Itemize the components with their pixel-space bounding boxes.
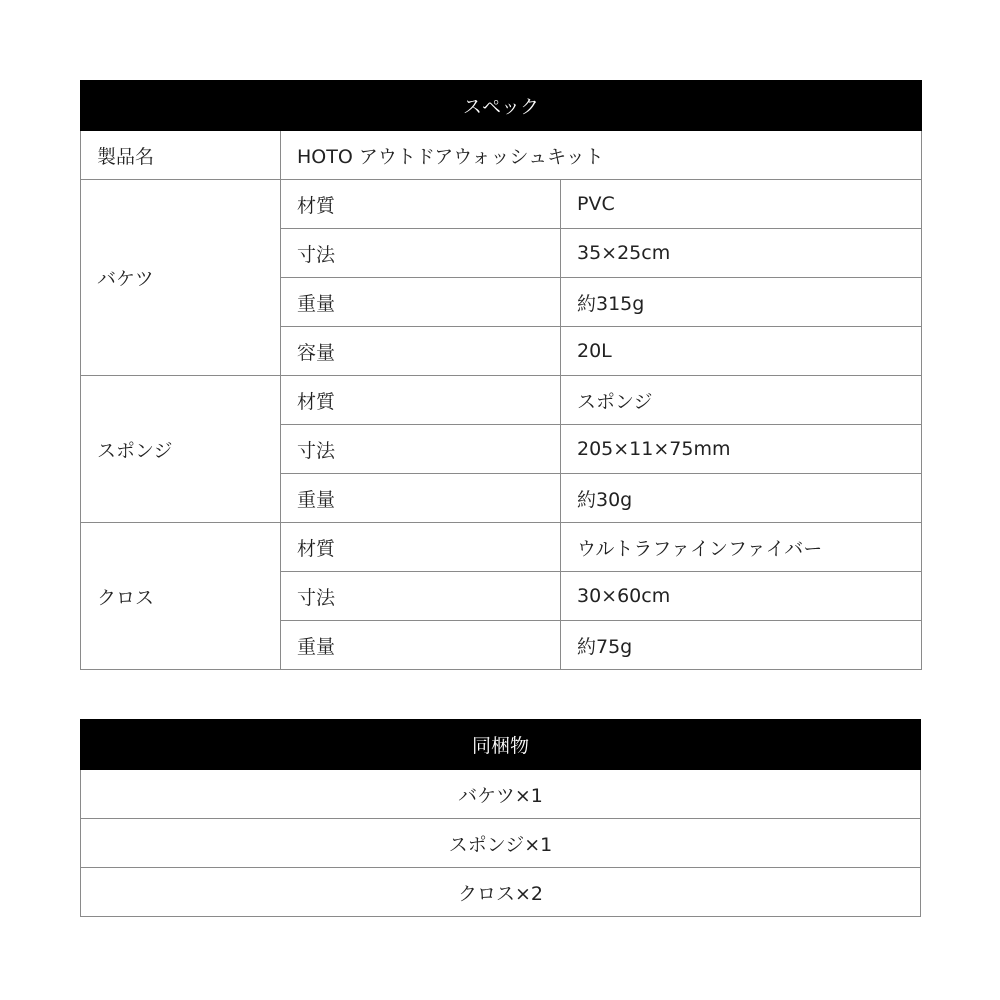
attr-value: ウルトラファインファイバー xyxy=(561,523,922,572)
attr-label: 寸法 xyxy=(281,229,561,278)
attr-label: 材質 xyxy=(281,180,561,229)
attr-value: 20L xyxy=(561,327,922,376)
product-label: 製品名 xyxy=(81,131,281,180)
attr-label: 重量 xyxy=(281,621,561,670)
table-row xyxy=(81,868,921,917)
contents-title: 同梱物 xyxy=(81,720,921,770)
contents-table xyxy=(80,719,921,917)
table-row xyxy=(81,180,922,229)
group-name-cloth: クロス xyxy=(81,523,281,670)
spec-table xyxy=(80,80,922,670)
attr-value: 35×25cm xyxy=(561,229,922,278)
table-row xyxy=(81,819,921,868)
attr-value: 約75g xyxy=(561,621,922,670)
attr-label: 容量 xyxy=(281,327,561,376)
attr-value: 約30g xyxy=(561,474,922,523)
table-row xyxy=(81,523,922,572)
attr-label: 材質 xyxy=(281,376,561,425)
contents-header-row xyxy=(81,720,921,770)
contents-item: クロス×2 xyxy=(81,868,921,917)
attr-label: 寸法 xyxy=(281,425,561,474)
attr-value: 205×11×75mm xyxy=(561,425,922,474)
group-name-sponge: スポンジ xyxy=(81,376,281,523)
product-name: HOTO アウトドアウォッシュキット xyxy=(281,131,922,180)
attr-label: 材質 xyxy=(281,523,561,572)
product-row xyxy=(81,131,922,180)
table-row xyxy=(81,770,921,819)
attr-label: 寸法 xyxy=(281,572,561,621)
spec-header-row xyxy=(81,81,922,131)
attr-value: スポンジ xyxy=(561,376,922,425)
contents-item: バケツ×1 xyxy=(81,770,921,819)
spec-title: スペック xyxy=(81,81,922,131)
attr-value: PVC xyxy=(561,180,922,229)
group-name-bucket: バケツ xyxy=(81,180,281,376)
attr-value: 30×60cm xyxy=(561,572,922,621)
attr-value: 約315g xyxy=(561,278,922,327)
attr-label: 重量 xyxy=(281,278,561,327)
table-row xyxy=(81,376,922,425)
contents-item: スポンジ×1 xyxy=(81,819,921,868)
attr-label: 重量 xyxy=(281,474,561,523)
